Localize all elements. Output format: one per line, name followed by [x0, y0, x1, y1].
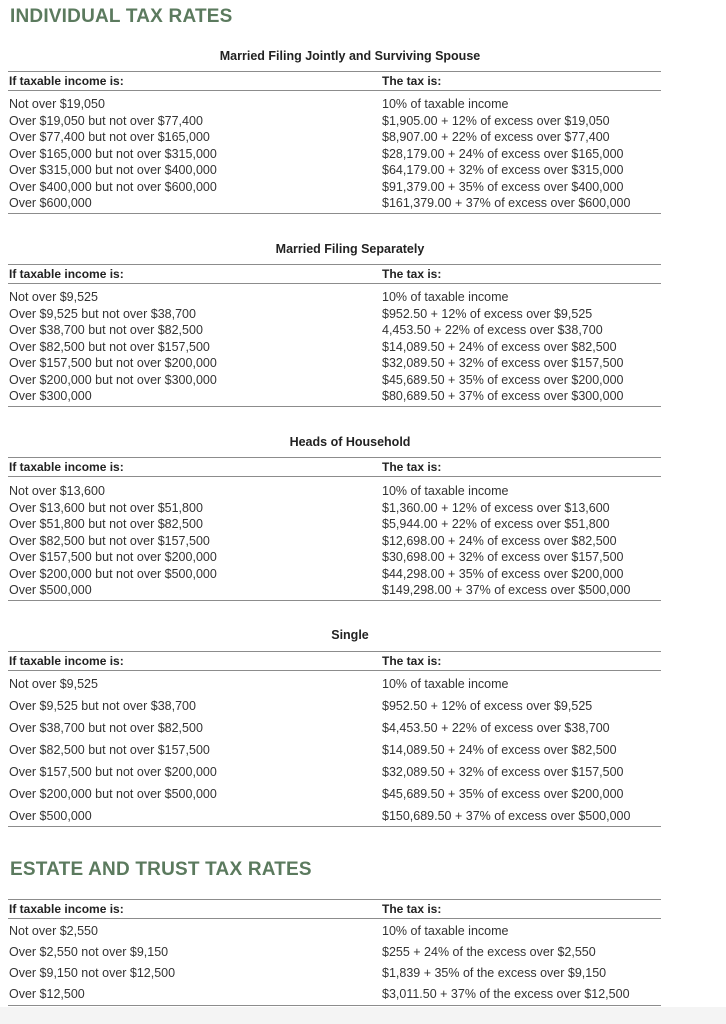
tax-cell: $44,298.00 + 35% of excess over $200,000: [382, 566, 624, 581]
income-cell: Over $9,525 but not over $38,700: [9, 306, 196, 321]
table-row: [8, 966, 661, 987]
col-tax-header: The tax is:: [382, 74, 442, 88]
tax-cell: $32,089.50 + 32% of excess over $157,500: [382, 765, 624, 779]
tax-cell: $952.50 + 12% of excess over $9,525: [382, 699, 593, 713]
tax-cell: $5,944.00 + 22% of excess over $51,800: [382, 517, 610, 531]
income-cell: Over $300,000: [9, 389, 92, 403]
table-row: [8, 484, 661, 501]
income-cell: Over $165,000 but not over $315,000: [9, 146, 217, 161]
table-row: [8, 534, 661, 551]
tax-cell: $952.50 + 12% of excess over $9,525: [382, 306, 593, 321]
income-cell: Not over $2,550: [9, 924, 98, 938]
tax-cell: 10% of taxable income: [382, 97, 509, 111]
col-tax-header: The tax is:: [382, 267, 442, 281]
income-cell: Over $200,000 but not over $500,000: [9, 787, 217, 801]
income-cell: Over $9,525 but not over $38,700: [9, 699, 196, 713]
table-row: [8, 743, 661, 765]
tax-cell: $1,360.00 + 12% of excess over $13,600: [382, 500, 610, 515]
table-row: [8, 721, 661, 743]
tax-cell: $1,905.00 + 12% of excess over $19,050: [382, 113, 610, 128]
col-income-header: If taxable income is:: [9, 267, 124, 281]
table-row: [8, 924, 661, 945]
table-row: [8, 567, 661, 584]
income-cell: Over $500,000: [9, 583, 92, 597]
tax-cell: $64,179.00 + 32% of excess over $315,000: [382, 163, 624, 177]
col-income-header: If taxable income is:: [9, 654, 124, 668]
income-cell: Over $315,000 but not over $400,000: [9, 163, 217, 177]
tax-cell: $80,689.50 + 37% of excess over $300,000: [382, 389, 624, 403]
table-row: [8, 517, 661, 534]
table-row: [8, 307, 661, 324]
table-row: [8, 114, 661, 131]
table-header: [8, 651, 661, 671]
tax-cell: $3,011.50 + 37% of the excess over $12,500: [382, 987, 630, 1001]
tax-cell: $8,907.00 + 22% of excess over $77,400: [382, 130, 610, 144]
table-row: [8, 130, 661, 147]
tax-cell: $150,689.50 + 37% of excess over $500,000: [382, 809, 631, 823]
table-row: [8, 501, 661, 518]
income-cell: Over $13,600 but not over $51,800: [9, 500, 203, 515]
table-row: [8, 163, 661, 180]
tax-cell: $30,698.00 + 32% of excess over $157,500: [382, 550, 624, 564]
income-cell: Over $12,500: [9, 987, 85, 1001]
income-cell: Over $2,550 not over $9,150: [9, 945, 169, 959]
table-hoh: [8, 484, 661, 601]
col-income-header: If taxable income is:: [9, 902, 124, 916]
table-header: [8, 264, 661, 284]
income-cell: Over $400,000 but not over $600,000: [9, 179, 217, 194]
table-row: [8, 699, 661, 721]
page-footer-band: [0, 1007, 726, 1024]
table-mfj: [8, 97, 661, 214]
table-row: [8, 323, 661, 340]
table-estate: [8, 924, 661, 1006]
income-cell: Not over $9,525: [9, 290, 98, 304]
tax-cell: 4,453.50 + 22% of excess over $38,700: [382, 323, 603, 337]
income-cell: Over $9,150 not over $12,500: [9, 966, 176, 980]
income-cell: Over $51,800 but not over $82,500: [9, 517, 203, 531]
income-cell: Over $200,000 but not over $300,000: [9, 372, 217, 387]
col-tax-header: The tax is:: [382, 902, 442, 916]
section-title-hoh: Heads of Household: [289, 435, 411, 449]
table-row: [8, 389, 661, 406]
income-cell: Not over $13,600: [9, 484, 105, 498]
income-cell: Over $38,700 but not over $82,500: [9, 323, 203, 337]
table-row: [8, 356, 661, 373]
income-cell: Over $157,500 but not over $200,000: [9, 550, 217, 564]
income-cell: Over $157,500 but not over $200,000: [9, 765, 217, 779]
tax-cell: $161,379.00 + 37% of excess over $600,000: [382, 196, 631, 210]
income-cell: Over $77,400 but not over $165,000: [9, 130, 210, 144]
table-header: [8, 457, 661, 477]
table-row: [8, 97, 661, 114]
table-row: [8, 945, 661, 966]
income-cell: Over $600,000: [9, 196, 92, 210]
col-tax-header: The tax is:: [382, 460, 442, 474]
table-row: [8, 677, 661, 699]
table-row: [8, 987, 661, 1005]
table-header: [8, 899, 661, 919]
tax-cell: $14,089.50 + 24% of excess over $82,500: [382, 339, 617, 354]
section-title-mfj: Married Filing Jointly and Surviving Spouse: [219, 49, 481, 63]
page-title: INDIVIDUAL TAX RATES: [10, 6, 233, 27]
tax-cell: 10% of taxable income: [382, 677, 509, 691]
income-cell: Over $82,500 but not over $157,500: [9, 533, 210, 548]
tax-cell: $149,298.00 + 37% of excess over $500,000: [382, 583, 631, 597]
tax-cell: $45,689.50 + 35% of excess over $200,000: [382, 787, 624, 801]
table-header: [8, 71, 661, 91]
tax-cell: 10% of taxable income: [382, 484, 509, 498]
estate-title: ESTATE AND TRUST TAX RATES: [10, 859, 312, 880]
tax-cell: 10% of taxable income: [382, 290, 509, 304]
tax-cell: $14,089.50 + 24% of excess over $82,500: [382, 743, 617, 757]
col-income-header: If taxable income is:: [9, 74, 124, 88]
section-title-mfs: Married Filing Separately: [275, 242, 425, 256]
section-title-single: Single: [331, 628, 369, 642]
tax-cell: $32,089.50 + 32% of excess over $157,500: [382, 356, 624, 370]
tax-cell: $1,839 + 35% of the excess over $9,150: [382, 966, 607, 980]
table-row: [8, 550, 661, 567]
tax-cell: $255 + 24% of the excess over $2,550: [382, 945, 596, 959]
income-cell: Not over $9,525: [9, 677, 98, 691]
table-row: [8, 180, 661, 197]
income-cell: Over $157,500 but not over $200,000: [9, 356, 217, 370]
income-cell: Over $200,000 but not over $500,000: [9, 566, 217, 581]
tax-cell: $91,379.00 + 35% of excess over $400,000: [382, 179, 624, 194]
tax-cell: 10% of taxable income: [382, 924, 509, 938]
income-cell: Not over $19,050: [9, 97, 105, 111]
table-row: [8, 340, 661, 357]
table-row: [8, 147, 661, 164]
table-row: [8, 196, 661, 213]
income-cell: Over $82,500 but not over $157,500: [9, 743, 210, 757]
income-cell: Over $19,050 but not over $77,400: [9, 113, 203, 128]
table-single: [8, 677, 661, 827]
tax-cell: $45,689.50 + 35% of excess over $200,000: [382, 372, 624, 387]
col-tax-header: The tax is:: [382, 654, 442, 668]
tax-cell: $28,179.00 + 24% of excess over $165,000: [382, 146, 624, 161]
table-row: [8, 290, 661, 307]
income-cell: Over $38,700 but not over $82,500: [9, 721, 203, 735]
table-row: [8, 787, 661, 809]
table-row: [8, 583, 661, 600]
col-income-header: If taxable income is:: [9, 460, 124, 474]
table-mfs: [8, 290, 661, 407]
tax-cell: $4,453.50 + 22% of excess over $38,700: [382, 721, 610, 735]
income-cell: Over $500,000: [9, 809, 92, 823]
tax-cell: $12,698.00 + 24% of excess over $82,500: [382, 533, 617, 548]
income-cell: Over $82,500 but not over $157,500: [9, 339, 210, 354]
table-row: [8, 809, 661, 826]
table-row: [8, 373, 661, 390]
table-row: [8, 765, 661, 787]
